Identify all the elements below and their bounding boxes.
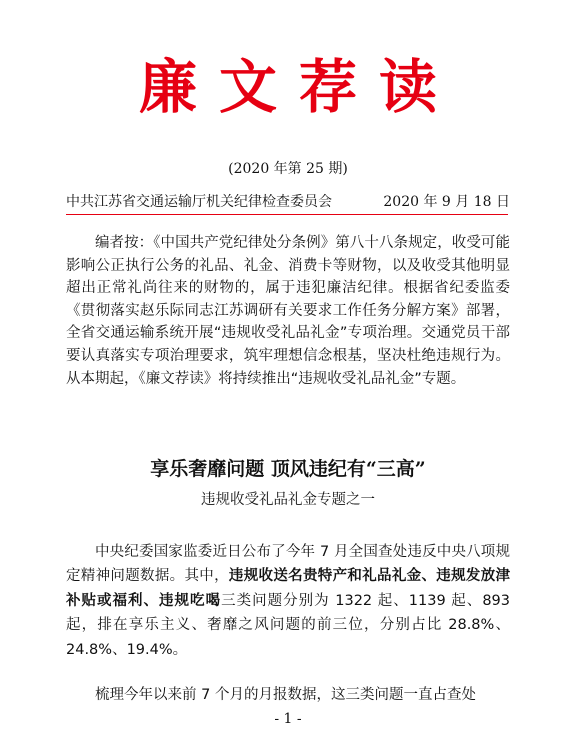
article-subtitle: 违规收受礼品礼金专题之一 bbox=[201, 492, 375, 508]
article-paragraph-1 bbox=[66, 540, 510, 662]
article-title: 享乐奢靡问题 顶风违纪有“三高” bbox=[150, 458, 426, 480]
issue-date: 2020 年 9 月 18 日 bbox=[383, 194, 510, 210]
issue-number: (2020 年第 25 期) bbox=[228, 161, 348, 177]
editor-note: 编者按：《中国共产党纪律处分条例》第八十八条规定，收受可能影响公正执行公务的礼品、礼金、消费卡等财物，以及收受其他明显超出正常礼尚往来的财物的，属于违犯廉洁纪律。根据省纪委监委《贯彻落实赵乐际同志江苏调研有关要求工作任务分解方案》部署，全省交通运输系统开展“违规收受礼品礼金”专项治理。交通党员干部要认真落实专项治理要求，筑牢理想信念根基，坚决杜绝违规行为。从本期起，《廉文荐读》将持续推出“违规收受礼品礼金”专题。 bbox=[66, 235, 510, 387]
paragraph-text: 中央纪委国家监委近日公布了今年 7 月全国查处违反中央八项规定精神问题数据。其中， bbox=[66, 544, 510, 585]
masthead-title: 廉文荐读 bbox=[138, 53, 459, 121]
highlighted-text: 违规收送名贵特产和礼品礼金、违规发放津补贴或福利、违规吃喝 bbox=[66, 568, 511, 609]
header-info-line bbox=[66, 193, 510, 211]
header-divider bbox=[66, 214, 508, 215]
article-paragraph-2: 梳理今年以来前 7 个月的月报数据，这三类问题一直占查处 bbox=[95, 687, 476, 703]
paragraph-text: 三类问题分别为 1322 起、1139 起、893 起，排在享乐主义、奢靡之风问题的前三位，分别占比 28.8%、24.8%、19.4%。 bbox=[66, 592, 510, 658]
page-number: - 1 - bbox=[0, 710, 576, 728]
issuing-organization: 中共江苏省交通运输厅机关纪律检查委员会 bbox=[66, 194, 332, 210]
